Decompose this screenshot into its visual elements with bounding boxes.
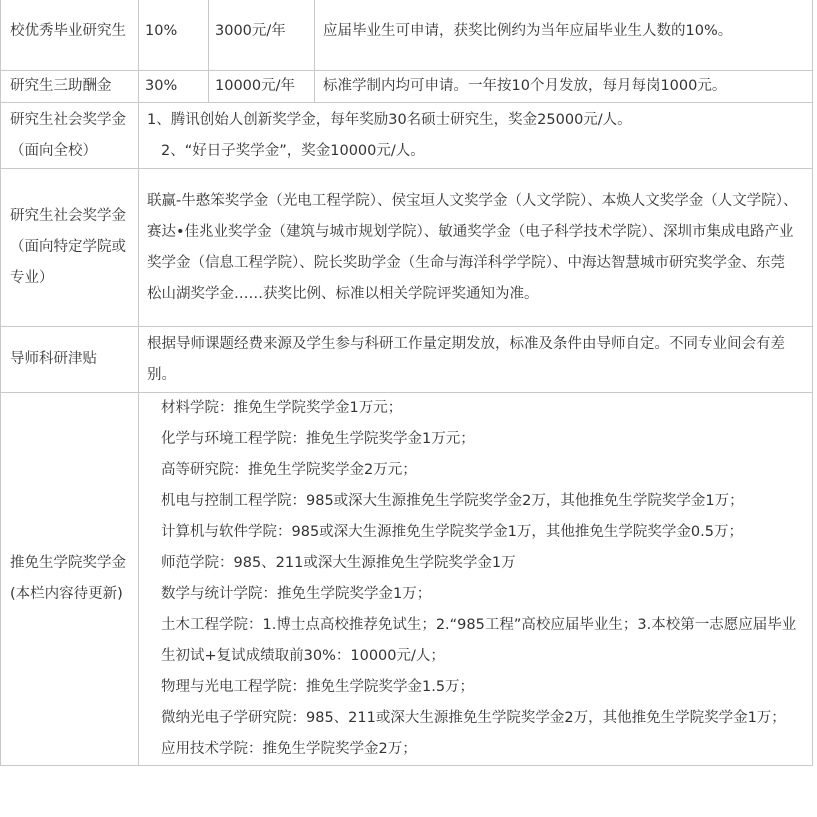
description-cell bbox=[139, 393, 813, 766]
description-cell: 应届毕业生可申请，获奖比例约为当年应届毕业生人数的10%。 bbox=[315, 0, 813, 71]
list-item: 数学与统计学院：推免生学院奖学金1万； bbox=[161, 586, 432, 602]
list-item: 计算机与软件学院：985或深大生源推免生学院奖学金1万，其他推免生学院奖学金0.5万； bbox=[161, 524, 743, 540]
category-cell: 研究生三助酬金 bbox=[1, 71, 139, 103]
list-item: 材料学院：推免生学院奖学金1万元； bbox=[161, 400, 403, 416]
list-item: 化学与环境工程学院：推免生学院奖学金1万元； bbox=[161, 431, 475, 447]
list-item: 高等研究院：推免生学院奖学金2万元； bbox=[161, 462, 417, 478]
table-row bbox=[1, 393, 813, 766]
list-item: 机电与控制工程学院：985或深大生源推免生学院奖学金2万，其他推免生学院奖学金1万； bbox=[161, 493, 744, 509]
list-item: 物理与光电工程学院：推免生学院奖学金1.5万； bbox=[161, 679, 475, 695]
ratio-cell: 30% bbox=[139, 71, 209, 103]
category-cell: 校优秀毕业研究生 bbox=[1, 0, 139, 71]
table-row bbox=[1, 103, 813, 169]
amount-cell: 3000元/年 bbox=[209, 0, 315, 71]
list-item: 微纳光电子学研究院：985、211或深大生源推免生学院奖学金2万，其他推免生学院奖学金1万； bbox=[161, 710, 786, 726]
ratio-cell: 10% bbox=[139, 0, 209, 71]
list-item: 师范学院：985、211或深大生源推免生学院奖学金1万 bbox=[161, 555, 516, 571]
list-item: 土木工程学院：1.博士点高校推荐免试生；2.“985工程”高校应届毕业生；3.本校第一志愿应届毕业生初试+复试成绩取前30%：10000元/人； bbox=[161, 617, 797, 664]
list-item: 1、腾讯创始人创新奖学金，每年奖励30名硕士研究生，奖金25000元/人。 bbox=[147, 111, 632, 128]
description-cell: 根据导师课题经费来源及学生参与科研工作量定期发放，标准及条件由导师自定。不同专业间会有差别。 bbox=[139, 327, 813, 393]
table-row bbox=[1, 0, 813, 71]
category-cell: 推免生学院奖学金(本栏内容待更新) bbox=[1, 393, 139, 766]
table-row bbox=[1, 71, 813, 103]
list-item: 2、“好日子奖学金”，奖金10000元/人。 bbox=[161, 142, 425, 159]
category-cell: 导师科研津贴 bbox=[1, 327, 139, 393]
amount-cell: 10000元/年 bbox=[209, 71, 315, 103]
description-cell: 标准学制内均可申请。一年按10个月发放，每月每岗1000元。 bbox=[315, 71, 813, 103]
description-cell bbox=[139, 103, 813, 169]
description-cell: 联赢-牛憨笨奖学金（光电工程学院）、侯宝垣人文奖学金（人文学院）、本焕人文奖学金（人文学院）、赛达•佳兆业奖学金（建筑与城市规划学院）、敏通奖学金（电子科学技术学院）、深圳市集成电路产业奖学金（信息工程学院）、院长奖助学金（生命与海洋科学学院）、中海达智慧城市研究奖学金、东莞松山湖奖学金……获奖比例、标准以相关学院评奖通知为准。 bbox=[139, 169, 813, 327]
list-item: 应用技术学院：推免生学院奖学金2万； bbox=[161, 741, 417, 757]
category-cell: 研究生社会奖学金（面向特定学院或专业） bbox=[1, 169, 139, 327]
category-cell: 研究生社会奖学金（面向全校） bbox=[1, 103, 139, 169]
table-row bbox=[1, 169, 813, 327]
table-row bbox=[1, 327, 813, 393]
